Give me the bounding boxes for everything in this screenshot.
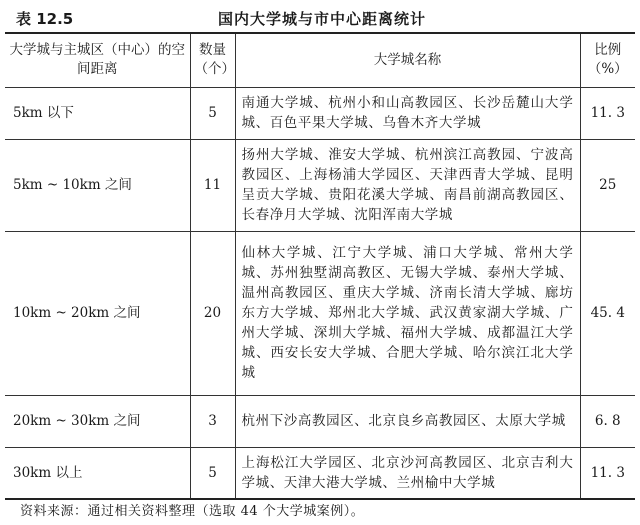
table-caption	[0, 6, 640, 30]
cell-ratio: 11. 3	[580, 447, 635, 499]
cell-distance: 10km ~ 20km 之间	[5, 231, 190, 395]
cell-names: 上海松江大学园区、北京沙河高教园区、北京吉利大学城、天津大港大学城、兰州榆中大学城	[235, 447, 580, 499]
table-row	[5, 447, 635, 499]
table-title: 国内大学城与市中心距离统计	[218, 10, 427, 28]
distance-table	[5, 32, 635, 500]
cell-names: 扬州大学城、淮安大学城、杭州滨江高教园、宁波高教园区、上海杨浦大学园区、天津西青大学城、昆明呈贡大学城、贵阳花溪大学城、南昌前湖高教园区、长春净月大学城、沈阳浑南大学城	[235, 139, 580, 231]
cell-distance: 30km 以上	[5, 447, 190, 499]
cell-ratio: 6. 8	[580, 395, 635, 447]
cell-count: 5	[190, 447, 235, 499]
cell-count: 20	[190, 231, 235, 395]
cell-names: 仙林大学城、江宁大学城、浦口大学城、常州大学城、苏州独墅湖高教区、无锡大学城、泰州大学城、温州高教园区、重庆大学城、济南长清大学城、廊坊东方大学城、郑州北大学城、武汉黄家湖大学城、广州大学城、深圳大学城、福州大学城、成都温江大学城、西安长安大学城、合肥大学城、哈尔滨江北大学城	[235, 231, 580, 395]
table-row	[5, 87, 635, 139]
table-number: 表 12.5	[16, 10, 74, 28]
cell-names: 南通大学城、杭州小和山高教园区、长沙岳麓山大学城、百色平果大学城、乌鲁木齐大学城	[235, 87, 580, 139]
header-count: 数量（个）	[190, 33, 235, 87]
header-names: 大学城名称	[235, 33, 580, 87]
cell-count: 11	[190, 139, 235, 231]
cell-distance: 5km ~ 10km 之间	[5, 139, 190, 231]
source-note: 资料来源：通过相关资料整理（选取 44 个大学城案例）。	[20, 504, 365, 519]
table-row	[5, 231, 635, 395]
cell-count: 5	[190, 87, 235, 139]
cell-ratio: 25	[580, 139, 635, 231]
header-ratio: 比例（%）	[580, 33, 635, 87]
cell-distance: 20km ~ 30km 之间	[5, 395, 190, 447]
cell-ratio: 11. 3	[580, 87, 635, 139]
cell-names: 杭州下沙高教园区、北京良乡高教园区、太原大学城	[235, 395, 580, 447]
cell-ratio: 45. 4	[580, 231, 635, 395]
table-row	[5, 139, 635, 231]
cell-count: 3	[190, 395, 235, 447]
cell-distance: 5km 以下	[5, 87, 190, 139]
header-distance: 大学城与主城区（中心）的空间距离	[5, 33, 190, 87]
table-row	[5, 395, 635, 447]
table-header-row	[5, 33, 635, 87]
